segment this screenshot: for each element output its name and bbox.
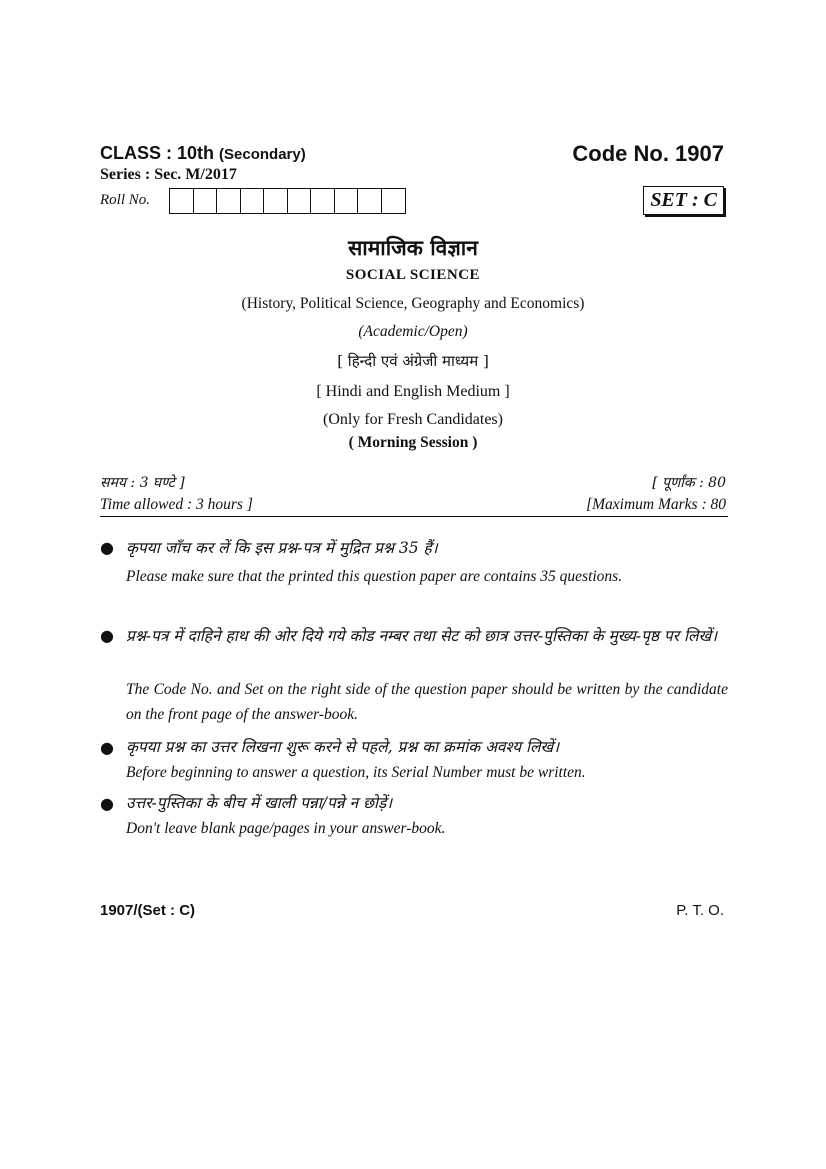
roll-number-boxes[interactable] [169, 188, 406, 214]
footer-code: 1907/(Set : C) [100, 902, 196, 919]
roll-number-box[interactable] [217, 189, 241, 213]
instruction-4-english: Don't leave blank page/pages in your answer-book. [126, 820, 446, 837]
class-label: CLASS : 10th (Secondary) [100, 143, 306, 163]
divider [100, 516, 728, 517]
time-allowed: Time allowed : 3 hours ] [100, 496, 253, 513]
hindi-title: सामाजिक विज्ञान [348, 235, 478, 260]
mode-line: (Academic/Open) [358, 323, 468, 340]
session-line: ( Morning Session ) [348, 434, 478, 451]
bullet-icon: ● [100, 738, 114, 757]
set-badge: SET : C [643, 186, 724, 215]
bullet-icon: ● [100, 626, 114, 645]
instruction-1-hindi: कृपया जाँच कर लें कि इस प्रश्न-पत्र में मुद्रित प्रश्न 35 हैं। [126, 539, 438, 557]
subjects-line: (History, Political Science, Geography and Economics) [241, 295, 585, 312]
instruction-2-hindi: प्रश्न-पत्र में दाहिने हाथ की ओर दिये गये कोड नम्बर तथा सेट को छात्र उत्तर-पुस्तिका के मुख्य-पृष्ठ पर लिखें। [126, 627, 718, 645]
roll-number-box[interactable] [170, 189, 194, 213]
time-hindi: समय : 3 घण्टे ] [100, 475, 185, 491]
roll-number-box[interactable] [311, 189, 335, 213]
footer-pto: P. T. O. [676, 902, 724, 919]
code-number: Code No. 1907 [572, 141, 724, 166]
series-label: Series : Sec. M/2017 [100, 166, 237, 183]
roll-number-box[interactable] [358, 189, 382, 213]
marks-hindi: [ पूर्णांक : 80 [652, 475, 726, 491]
roll-number-label: Roll No. [100, 192, 151, 208]
roll-number-box[interactable] [288, 189, 312, 213]
instruction-3-hindi: कृपया प्रश्न का उत्तर लिखना शुरू करने से पहले, प्रश्न का क्रमांक अवश्य लिखें। [126, 738, 560, 756]
bullet-icon: ● [100, 794, 114, 813]
medium-english-line: [ Hindi and English Medium ] [316, 383, 510, 400]
maximum-marks: [Maximum Marks : 80 [586, 496, 726, 513]
bullet-icon: ● [100, 538, 114, 557]
instruction-3-english: Before beginning to answer a question, its Serial Number must be written. [126, 764, 586, 781]
roll-number-box[interactable] [382, 189, 406, 213]
instruction-1-english: Please make sure that the printed this question paper are contains 35 questions. [126, 568, 623, 585]
roll-number-box[interactable] [241, 189, 265, 213]
candidates-line: (Only for Fresh Candidates) [323, 411, 503, 428]
roll-number-box[interactable] [335, 189, 359, 213]
class-paren: (Secondary) [219, 146, 306, 163]
medium-hindi-line: [ हिन्दी एवं अंग्रेजी माध्यम ] [337, 352, 489, 370]
roll-number-box[interactable] [194, 189, 218, 213]
english-title: SOCIAL SCIENCE [345, 267, 481, 283]
roll-number-box[interactable] [264, 189, 288, 213]
instruction-4-hindi: उत्तर-पुस्तिका के बीच में खाली पन्ना/पन्ने न छोड़ें। [126, 794, 393, 812]
instruction-2-english: The Code No. and Set on the right side of the question paper should be written by the candidate on the front page of the answer-book. [126, 681, 728, 723]
